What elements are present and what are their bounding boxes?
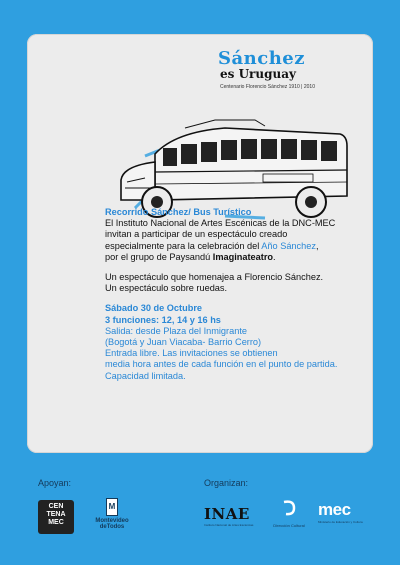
mec-logo-text: mec: [318, 500, 351, 519]
centenario-logo: [38, 500, 74, 534]
cultura-logo: [272, 498, 306, 528]
intro-text: especialmente para la celebración del: [105, 240, 262, 251]
mec-caption: Ministerio de Educación y Cultura: [318, 520, 363, 524]
mec-logo: [318, 500, 376, 524]
centenario-logo-text: CEN: [48, 503, 64, 510]
organizan-label: Organizan:: [204, 478, 249, 488]
brand-caption: Centenario Florencio Sánchez 1910 | 2010: [220, 84, 315, 90]
intro-line: [105, 241, 375, 252]
detail-line: Capacidad limitada.: [105, 370, 186, 381]
inae-caption: Instituto Nacional de Artes Escénicas: [204, 523, 254, 527]
group-name: Imaginateatro: [212, 251, 274, 262]
description-line: Un espectáculo que homenajea a Florencio Sánchez.: [105, 272, 324, 283]
intro-text: ,: [315, 240, 319, 251]
detail-line: Salida: desde Plaza del Inmigrante: [105, 325, 247, 336]
montevideo-icon: M: [106, 498, 118, 516]
cultura-swirl-icon: [280, 498, 298, 518]
detail-line: Entrada libre. Las invitaciones se obtienen: [105, 348, 278, 359]
brand-subtitle: es Uruguay: [220, 67, 296, 81]
intro-line: [105, 252, 375, 263]
cultura-caption: Dirección Cultural: [273, 523, 305, 528]
event-text: [105, 207, 375, 382]
detail-line: (Bogotá y Juan Viacaba- Barrio Cerro): [105, 337, 262, 348]
apoyan-label: Apoyan:: [38, 478, 72, 488]
montevideo-logo: [92, 498, 132, 530]
inae-logo: [204, 505, 256, 527]
centenario-logo-text: TENA: [46, 511, 66, 518]
intro-line: El Instituto Nacional de Artes Escénicas de la DNC-MEC: [105, 218, 336, 229]
montevideo-text: deTodos: [99, 524, 125, 530]
intro-text: .: [273, 251, 276, 262]
ano-sanchez-link[interactable]: Año Sánchez: [261, 240, 316, 251]
montevideo-text: Montevideo: [95, 518, 129, 524]
event-times: 3 funciones: 12, 14 y 16 hs: [105, 314, 221, 325]
sanchez-brand: [218, 50, 358, 90]
brand-title: Sánchez: [218, 48, 305, 69]
detail-line: media hora antes de cada función en el punto de partida.: [105, 359, 338, 370]
event-heading: Recorrido Sánchez/ Bus Turístico: [105, 207, 252, 217]
intro-line: invitan a participar de un espectáculo creado: [105, 229, 288, 240]
intro-text: por el grupo de Paysandú: [105, 251, 213, 262]
centenario-logo-text: MEC: [48, 519, 64, 526]
event-date: Sábado 30 de Octubre: [105, 303, 203, 314]
description-line: Un espectáculo sobre ruedas.: [105, 283, 228, 294]
inae-logo-text: INAE: [204, 505, 250, 523]
invitation-card: [27, 34, 373, 453]
